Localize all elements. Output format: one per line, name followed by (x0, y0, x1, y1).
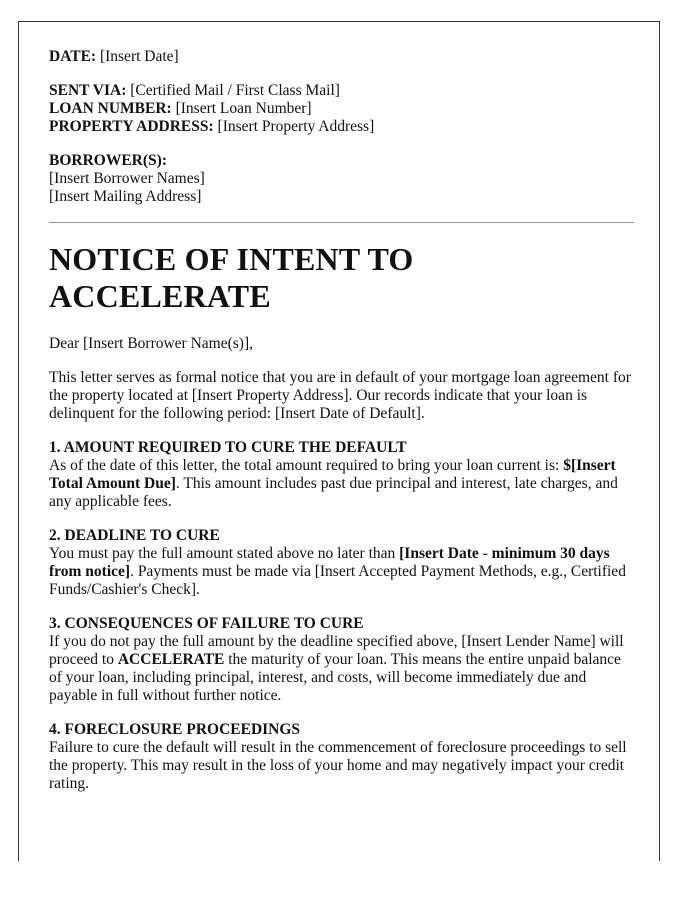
section-heading: 2. DEADLINE TO CURE (49, 527, 220, 544)
document-content (49, 48, 634, 809)
property-address-label: PROPERTY ADDRESS: (49, 118, 214, 135)
section-body (49, 633, 634, 705)
section-heading: 3. CONSEQUENCES OF FAILURE TO CURE (49, 615, 364, 632)
borrower-block (49, 152, 634, 206)
loan-number-value: [Insert Loan Number] (175, 100, 312, 117)
section-text: Failure to cure the default will result in the commencement of foreclosure proceedings to sell the property. This may result in the loss of your home and may negatively impact your credit rating. (49, 739, 627, 792)
loan-number-label: LOAN NUMBER: (49, 100, 172, 117)
sent-via-line (49, 82, 634, 100)
intro-paragraph: This letter serves as formal notice that you are in default of your mortgage loan agreement for the property located at [Insert Property Address]. Our records indicate that your loan is delinquent for the following period: [Insert Date of Default]. (49, 369, 631, 422)
salutation: Dear [Insert Borrower Name(s)], (49, 335, 253, 352)
property-address-line (49, 118, 634, 136)
property-address-value: [Insert Property Address] (217, 118, 375, 135)
borrower-names: [Insert Borrower Names] (49, 170, 205, 187)
section-foreclosure (49, 721, 634, 793)
section-heading: 4. FORECLOSURE PROCEEDINGS (49, 721, 301, 738)
sent-via-label: SENT VIA: (49, 82, 127, 99)
loan-number-line (49, 100, 634, 118)
section-bold-text: [Insert Date - minimum 30 days from notice] (49, 545, 610, 580)
section-body (49, 739, 634, 793)
section-bold-text: $[Insert Total Amount Due] (49, 457, 616, 492)
date-line (49, 48, 634, 66)
document-page (18, 21, 660, 861)
section-text: You must pay the full amount stated above no later than (49, 545, 400, 562)
section-deadline (49, 527, 634, 599)
section-body (49, 457, 634, 511)
section-heading: 1. AMOUNT REQUIRED TO CURE THE DEFAULT (49, 439, 407, 456)
loan-info-block (49, 82, 634, 136)
section-bold-text: ACCELERATE (117, 651, 225, 668)
date-block (49, 48, 634, 66)
section-text: If you do not pay the full amount by the deadline specified above, [Insert Lender Name] will proceed to (49, 633, 624, 668)
date-value: [Insert Date] (99, 48, 179, 65)
section-amount-to-cure (49, 439, 634, 511)
section-text: . Payments must be made via [Insert Accepted Payment Methods, e.g., Certified Funds/Cashier's Check]. (49, 563, 626, 598)
header-divider (49, 222, 634, 223)
page-title: NOTICE OF INTENT TO ACCELERATE (49, 241, 414, 314)
date-label: DATE: (49, 48, 97, 65)
section-text: As of the date of this letter, the total amount required to bring your loan current is: (49, 457, 564, 474)
mailing-address: [Insert Mailing Address] (49, 188, 202, 205)
borrowers-label: BORROWER(S): (49, 152, 167, 169)
sent-via-value: [Certified Mail / First Class Mail] (130, 82, 340, 99)
section-text: . This amount includes past due principal and interest, late charges, and any applicable fees. (49, 475, 618, 510)
section-text: the maturity of your loan. This means the entire unpaid balance of your loan, including principal, interest, and costs, will become immediately due and payable in full without further notice. (49, 651, 621, 704)
section-body (49, 545, 634, 599)
section-consequences (49, 615, 634, 705)
